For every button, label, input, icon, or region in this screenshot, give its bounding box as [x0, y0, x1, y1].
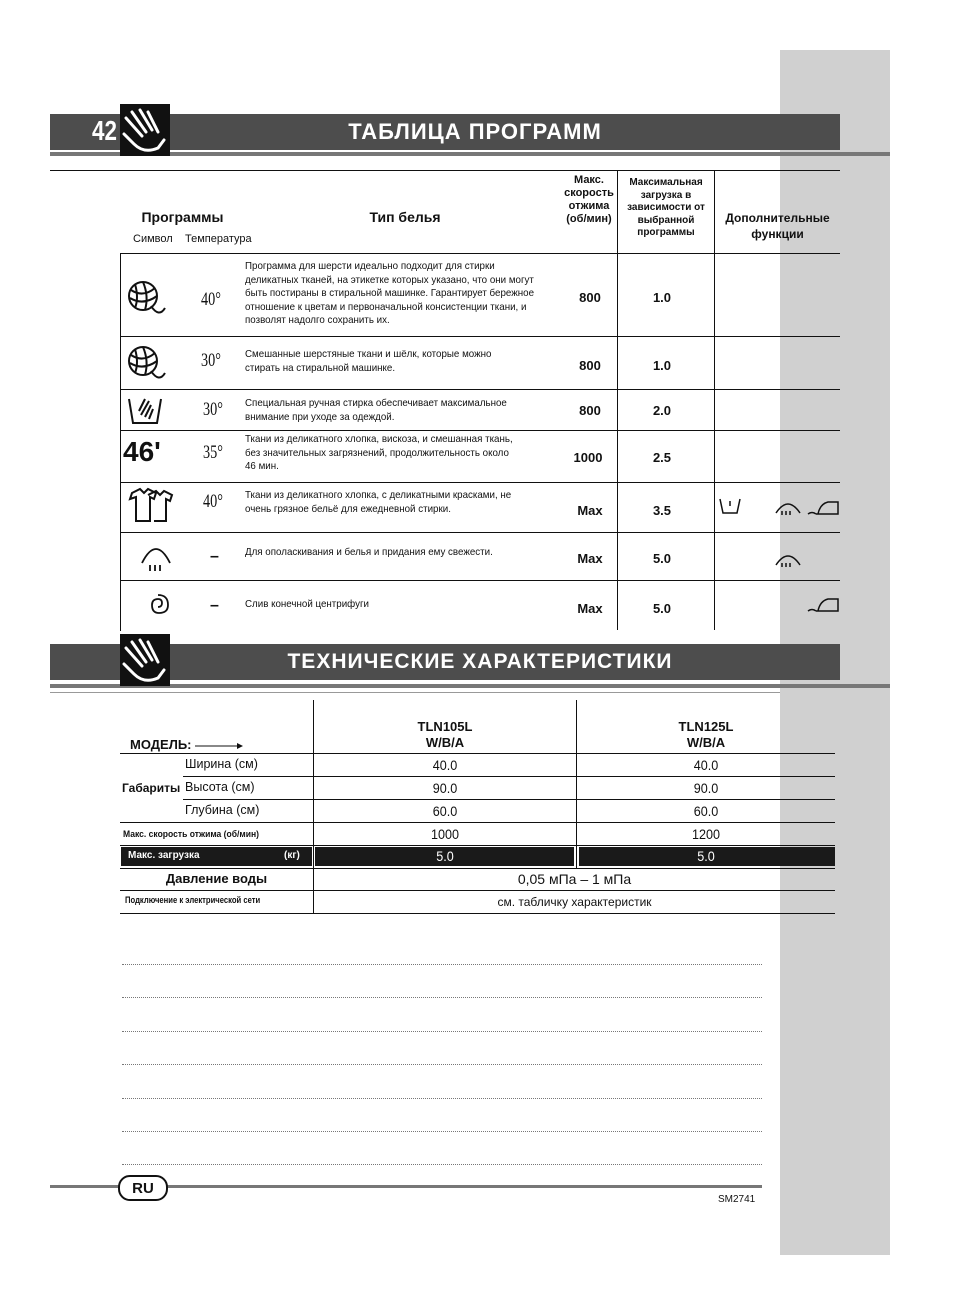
load-header-line: выбранной	[637, 214, 695, 226]
specs-row-line	[120, 890, 835, 891]
height-label: Высота (см)	[185, 780, 255, 794]
program-spin: 1000	[573, 450, 603, 465]
specs-row-line	[120, 913, 835, 914]
program-temperature: 35°	[203, 442, 223, 463]
note-line	[122, 1164, 762, 1165]
desc-line: отношение к цветам и первоначальной консистенции ткани, и	[245, 300, 527, 313]
desc-line: деликатных тканей, на этикетке которых указано, что они могут	[245, 273, 534, 286]
spin-header-line: Макс.	[574, 174, 604, 186]
program-spin: 800	[579, 403, 601, 418]
height-value-2: 90.0	[693, 780, 719, 796]
dimensions-label: Габариты	[122, 781, 181, 795]
desc-line: 46 мин.	[245, 460, 279, 472]
load-header-line: Максимальная	[629, 177, 703, 188]
program-description	[245, 348, 561, 375]
program-description	[245, 598, 561, 612]
desc-line: внимание при уходе за одеждой.	[245, 410, 395, 423]
row-divider	[120, 482, 840, 483]
program-temperature: 30°	[201, 350, 221, 371]
desc-line: быть постираны в стиральной машинке. Гарантирует бережное	[245, 287, 535, 299]
language-badge: RU	[118, 1175, 168, 1201]
page-number: 42	[92, 115, 117, 146]
program-description	[245, 546, 561, 560]
load-header	[618, 177, 714, 240]
width-value-2: 40.0	[693, 757, 719, 773]
spin-header-line: скорость	[564, 187, 614, 199]
desc-line: Слив конечной центрифуги	[245, 598, 369, 610]
model-1-line: TLN105L	[417, 719, 473, 734]
desc-line: Программа для шерсти идеально подходит для стирки	[245, 260, 495, 272]
desc-line: Ткани из деликатного хлопка, с деликатными красками, не	[245, 489, 512, 501]
spin-header-line: отжима	[568, 200, 610, 212]
program-temperature: –	[210, 597, 219, 614]
section2-underline	[50, 684, 890, 688]
program-temperature: –	[210, 548, 219, 565]
program-temperature: 30°	[203, 399, 223, 420]
desc-line: Специальная ручная стирка обеспечивает максимальное	[245, 397, 507, 409]
specs-row-line	[120, 822, 835, 823]
load-header-line: программы	[637, 227, 695, 238]
program-spin: Max	[577, 551, 603, 566]
programs-header: Программы	[141, 209, 224, 225]
row-divider	[120, 389, 840, 390]
depth-label: Глубина (см)	[185, 803, 260, 817]
power-value: см. табличку характеристик	[497, 895, 652, 909]
program-temperature: 40°	[201, 289, 221, 310]
desc-line: позволят надолго сохранить их.	[245, 314, 390, 326]
program-spin: Max	[577, 601, 603, 616]
rinse-icon	[140, 543, 172, 576]
handwash-icon	[127, 393, 163, 432]
water-pressure-value: 0,05 мПа – 1 мПа	[517, 871, 632, 887]
note-line	[122, 1131, 762, 1132]
spin-speed-label: Макс. скорость отжима (об/мин)	[123, 829, 259, 840]
arrow-right-icon	[195, 742, 245, 750]
model-label-text: МОДЕЛЬ:	[130, 737, 192, 752]
max-load-unit: (кг)	[284, 850, 300, 861]
prewash-icon	[719, 497, 741, 520]
load-header-line: загрузка в	[640, 189, 692, 201]
row-divider	[120, 532, 840, 533]
load-header-line: зависимости от	[627, 202, 705, 213]
rinse-option-icon	[774, 499, 802, 520]
depth-value-2: 60.0	[693, 803, 719, 819]
program-load: 2.5	[652, 450, 672, 465]
row-divider	[120, 336, 840, 337]
model-2-line: TLN125L	[678, 719, 734, 734]
hand-icon	[120, 634, 170, 686]
model-1-line: W/B/A	[425, 735, 465, 750]
desc-line: Для ополаскивания и белья и придания ему свежести.	[245, 546, 493, 558]
spin-icon	[144, 593, 172, 626]
spin-speed-value-2: 1200	[691, 826, 721, 842]
program-table-top	[50, 170, 840, 171]
rinse-option-icon	[774, 551, 802, 572]
desc-line: без значительных загрязнений, продолжительность около	[245, 446, 509, 459]
desc-line: Смешанные шерстяные ткани и шёлк, которые можно	[245, 348, 492, 360]
row-divider	[120, 580, 840, 581]
extra-header-line: Дополнительные	[725, 211, 830, 225]
section1-title: ТАБЛИЦА ПРОГРАММ	[348, 119, 602, 144]
depth-value-1: 60.0	[432, 803, 458, 819]
program-description	[245, 260, 561, 328]
desc-line: стирать на стиральной машинке.	[245, 361, 396, 374]
program-description	[245, 433, 561, 474]
extra-header-line: функции	[751, 227, 804, 241]
col-divider	[120, 253, 121, 631]
quick-46-symbol: 46'	[123, 436, 161, 467]
program-spin: 800	[579, 290, 601, 305]
row-divider	[120, 253, 840, 254]
hand-icon	[120, 104, 170, 156]
program-load: 2.0	[652, 403, 672, 418]
symbol-header: Символ	[133, 233, 173, 245]
program-load: 5.0	[652, 601, 672, 616]
iron-icon	[806, 595, 840, 618]
water-pressure-label: Давление воды	[165, 871, 268, 886]
iron-icon	[806, 498, 840, 521]
note-line	[122, 997, 762, 998]
shirts-icon	[126, 487, 174, 530]
program-description	[245, 489, 561, 516]
specs-row-line	[120, 753, 835, 754]
spin-header-line: (об/мин)	[566, 213, 612, 225]
wool-icon	[125, 278, 167, 325]
note-line	[122, 1031, 762, 1032]
temperature-header: Температура	[185, 233, 252, 245]
specs-row-line	[120, 868, 835, 869]
hand-logo-2	[120, 634, 170, 686]
wool-icon	[125, 343, 167, 390]
desc-line: Ткани из деликатного хлопка, вискоза, и смешанная ткань,	[245, 433, 513, 445]
row-divider	[120, 430, 840, 431]
program-spin: Max	[577, 503, 603, 518]
desc-line: очень грязное бельё для ежедневной стирки.	[245, 502, 451, 515]
program-spin: 800	[579, 358, 601, 373]
section1-underline	[50, 152, 890, 156]
height-value-1: 90.0	[432, 780, 458, 796]
document-code: SM2741	[718, 1194, 756, 1205]
max-load-label: Макс. загрузка	[128, 850, 200, 861]
width-label: Ширина (см)	[185, 757, 258, 771]
specs-top-rule	[50, 692, 780, 693]
type-header: Тип белья	[369, 209, 441, 225]
program-load: 3.5	[652, 503, 672, 518]
hand-logo-1	[120, 104, 170, 156]
model-label	[130, 737, 245, 752]
max-load-value-1: 5.0	[436, 848, 454, 864]
section2-title: ТЕХНИЧЕСКИЕ ХАРАКТЕРИСТИКИ	[287, 650, 673, 673]
col-divider	[714, 170, 715, 630]
spin-header	[560, 174, 618, 226]
program-load: 1.0	[652, 358, 672, 373]
max-load-value-2: 5.0	[697, 848, 715, 864]
note-line	[122, 1098, 762, 1099]
specs-row-line	[183, 776, 835, 777]
model-2	[577, 719, 835, 751]
power-label: Подключение к электрической сети	[125, 895, 261, 905]
note-line	[122, 1064, 762, 1065]
model-2-line: W/B/A	[686, 735, 726, 750]
specs-row-line	[120, 845, 835, 846]
spin-speed-value-1: 1000	[430, 826, 460, 842]
program-description	[245, 397, 561, 424]
extra-header	[715, 210, 840, 242]
width-value-1: 40.0	[432, 757, 458, 773]
program-temperature: 40°	[203, 491, 223, 512]
program-load: 1.0	[652, 290, 672, 305]
model-1	[314, 719, 576, 751]
note-line	[122, 964, 762, 965]
specs-row-line	[183, 799, 835, 800]
program-load: 5.0	[652, 551, 672, 566]
